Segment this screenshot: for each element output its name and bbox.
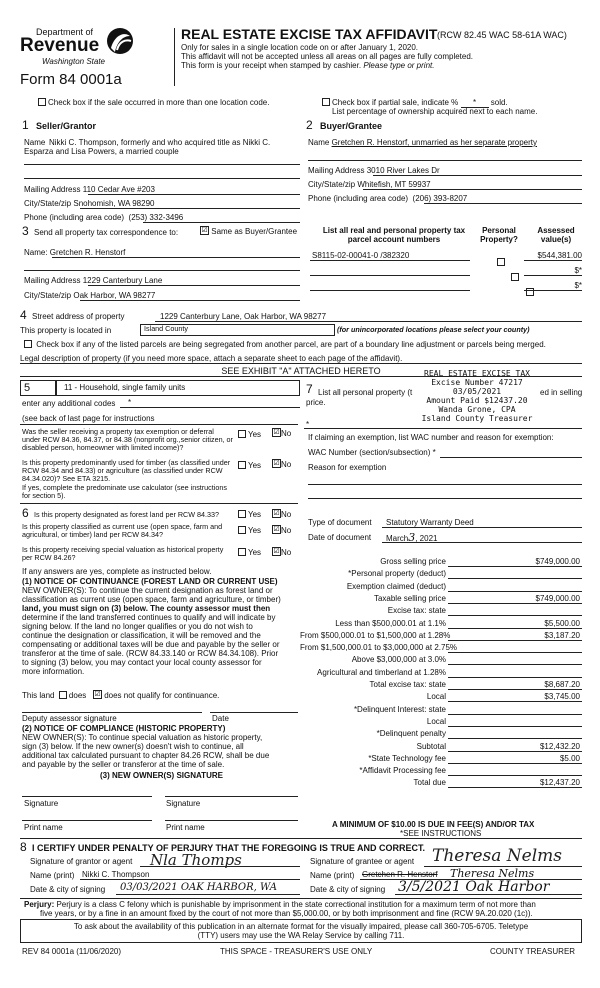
county-select[interactable]: Island County [140,324,335,336]
section8-num: 8 [20,840,27,854]
street-label: Street address of property [32,312,125,321]
doc-date-value[interactable]: March3, 2021 [386,531,438,544]
notice1-title: (1) NOTICE OF CONTINUANCE (FOREST LAND OR CURRENT USE) [22,577,278,586]
corr-city[interactable]: City/State/zip Oak Harbor, WA 98277 [24,291,156,300]
accessibility-line2: (TTY) users may use the WA Relay Service by calling 711. [197,931,405,940]
same-as-buyer[interactable]: ☑ Same as Buyer/Grantee [201,227,298,236]
exemption-label: If claiming an exemption, list WAC number and reason for exemption: [308,433,554,442]
grantor-signature-label: Signature of grantor or agent [30,857,133,866]
q-current-use-no[interactable]: ☑No [273,526,292,535]
tax-row-label: Gross selling price [380,557,446,566]
q-timber-note: If yes, complete the predominate use calculator (see instructions for section 5). [22,483,227,500]
partial-sale-checkbox[interactable] [322,98,330,106]
county-treasurer-label: COUNTY TREASURER [490,947,576,956]
dept-line2: Revenue [20,35,100,56]
land-does-not-checkbox[interactable]: ☑ [94,691,101,699]
grantor-date-label: Date & city of signing [30,885,106,894]
correspondence-label: Send all property tax correspondence to: [34,228,179,237]
seller-name-value2[interactable]: Esparza and Lisa Powers, a married couple [24,147,179,156]
doc-type-label: Type of document [308,518,372,527]
seller-city[interactable]: City/State/zip Snohomish, WA 98290 [24,199,155,208]
tax-row-label: Taxable selling price [373,594,446,603]
if-any-yes: If any answers are yes, complete as instructed below. [22,567,212,576]
minimum-fee-note: A MINIMUM OF $10.00 IS DUE IN FEE(S) AND/OR TAX [332,820,535,829]
personal-property-value[interactable]: * [306,420,310,429]
buyer-heading: Buyer/Grantee [320,121,383,131]
form-number: Form 84 0001a [20,71,122,88]
q-forest-no[interactable]: ☑No [273,510,292,519]
q-exemption-yes[interactable]: Yes [238,430,261,439]
doc-type-value[interactable]: Statutory Warranty Deed [386,518,474,527]
tax-row-value[interactable]: $749,000.00 [535,594,580,603]
parcel-col2-head: Personal Property? [480,226,518,244]
seller-name-value1[interactable]: Nikki C. Thompson, formerly and who acquired title as Nikki C. [49,138,271,147]
perjury-line2: five years, or by a fine in an amount fixed by the court of not more than $5,000.00, or by both imprisonment and fine (RCW 9A.20.020 (1c)). [40,909,533,918]
parcel-col1-head: List all real and personal property tax parcel account numbers [322,226,466,244]
tax-row-label: Total due [413,778,446,787]
unincorporated-note: (for unincorporated locations please select your county) [337,325,530,334]
personal-property-line2: price. [306,398,326,407]
form-title: REAL ESTATE EXCISE TAX AFFIDAVIT [181,26,438,42]
grantor-name-value[interactable]: Nikki C. Thompson [82,870,150,879]
grantee-name-label: Name (print) [310,871,355,880]
new-owner-signature-1[interactable]: Signature [24,799,59,808]
notice1-body: NEW OWNER(S): To continue the current designation as forest land or classification as current use (open space, farm and agriculture, or timber) land, you must sign on (3) below. The county assessor must then determine if the land transferred continues to qualify and will indicate by signing below. If the land no longer qualifies or you do not wish to continue the designation or classification, it will be removed and the compensating or additional taxes will be due and payable by the seller or transferor at the time of sale. (RCW 84.33.140 or RCW 84.34.108). Prior to signing (3) below, you may contact your local county assessor for more information. [22,586,281,676]
legal-label: Legal description of property (if you need more space, attach a separate sheet to each page of the affidavit). [20,354,403,363]
notice2-body: NEW OWNER(S): To continue special valuation as historic property, sign (3) below. If the new owner(s) doesn't wish to continue, all additional tax calculated pursuant to chapter 84.26 RCW, shall be due and payable by the seller or transferor at the time of sale. [22,733,270,769]
parcel-col3-head: Assessed value(s) [537,226,575,244]
tax-row-label: *Delinquent Interest: state [353,705,446,714]
partial-pct-field[interactable]: * [461,98,489,108]
tax-row-label: *Affidavit Processing fee [359,766,446,775]
deputy-assessor-signature[interactable]: Deputy assessor signature [22,714,117,723]
buyer-city[interactable]: City/State/zip Whitefish, MT 59937 [308,180,431,189]
tax-row-value[interactable]: $5.00 [559,754,580,763]
tax-row-label: Excise tax: state [387,606,446,615]
section3-num: 3 [22,224,29,238]
certify-statement: I CERTIFY UNDER PENALTY OF PERJURY THAT THE FOREGOING IS TRUE AND CORRECT. [32,843,426,853]
treasurer-space-label: THIS SPACE - TREASURER'S USE ONLY [220,947,373,956]
grantee-date-label: Date & city of signing [310,885,386,894]
exemption-reason-label: Reason for exemption [308,463,387,472]
seller-heading: Seller/Grantor [36,121,97,131]
form-title-ref: (RCW 82.45 WAC 58-61A WAC) [437,30,567,40]
q-timber-no[interactable]: ☑No [273,460,292,469]
grantee-signature-label: Signature of grantee or agent [310,857,415,866]
q-exemption-no[interactable]: ☑No [273,429,292,438]
tax-row-label: Total excise tax: state [369,680,446,689]
see-instructions-note: *SEE INSTRUCTIONS [400,829,482,838]
corr-address[interactable]: Mailing Address 1229 Canterbury Lane [24,276,163,285]
tax-row-value[interactable]: $12,432.20 [539,742,580,751]
additional-codes-label: enter any additional codes [22,399,116,408]
tax-row-value[interactable]: $3,745.00 [544,692,580,701]
section2-num: 2 [306,118,313,132]
q-exemption: Was the seller receiving a property tax exemption or deferral under RCW 84.36, 84.37, or 84.38 (nonprofit org.,senior citizen, or disabled person, homeowner with limited income)? [22,427,233,452]
tax-row-label: Local [426,717,446,726]
grantor-date-value[interactable]: 03/03/2021 OAK HARBOR, WA [120,882,277,893]
parcel-row2-value[interactable]: $* [574,266,582,275]
section7-num: 7 [306,382,313,396]
tax-row-label: Exemption claimed (deduct) [346,582,446,591]
dor-swirl-icon [105,24,135,60]
personal-property-line1b: ed in selling [540,388,583,397]
grantee-name-struck: Gretchen R. Henstorf [362,870,438,879]
tax-row-label: *Delinquent penalty [376,729,446,738]
tax-row-label: Subtotal [416,742,446,751]
buyer-address[interactable]: Mailing Address 3010 River Lakes Dr [308,166,440,175]
tax-row-value[interactable]: $8,687.20 [544,680,580,689]
doc-date-label: Date of document [308,533,372,542]
accessibility-line1: To ask about the availability of this publication in an alternate format for the visually impaired, please call 360-705-6705. Teletype [73,922,529,931]
q-historic-yes[interactable]: Yes [238,548,261,557]
tax-row-label: Above $3,000,000 at 3.0% [351,655,446,664]
street-value[interactable]: 1229 Canterbury Lane, Oak Harbor, WA 98277 [160,312,327,321]
treasurer-stamp: REAL ESTATE EXCISE TAX Excise Number 47217 03/05/2021 Amount Paid $12437.20 Wanda Grone, CPA Island County Treasurer [421,369,533,423]
land-does-checkbox[interactable] [59,691,67,699]
notice2-title: (2) NOTICE OF COMPLIANCE (HISTORIC PROPERTY) [22,724,226,733]
tax-row-label: *Personal property (deduct) [348,569,446,578]
deputy-date[interactable]: Date [212,714,229,723]
segregated-check[interactable]: Check box if any of the listed parcels are being segregated from another parcel, are part of a boundary line adjustment or parcels being merged. [24,340,546,349]
tax-row-value[interactable]: $749,000.00 [535,557,580,566]
tax-row-value[interactable]: $5,500.00 [544,619,580,628]
see-back-note: (see back of last page for instructions [22,414,155,423]
perjury-line1: Perjury: Perjury is a class C felony which is punishable by imprisonment in the state correctional institution for a maximum term of not more than [24,900,536,909]
personal-property-line1: List all personal property (t [318,388,413,397]
new-owner-signature-2[interactable]: Signature [166,799,201,808]
this-land-row: This land does ☑ does not qualify for continuance. [22,691,220,700]
legal-description[interactable]: SEE EXHIBIT "A" ATTACHED HERETO [221,366,381,376]
revision-number: REV 84 0001a (11/06/2020) [22,947,122,956]
new-owner-print-2[interactable]: Print name [166,823,205,832]
parcel-row1-personal-checkbox[interactable] [497,258,505,266]
multi-location-checkbox[interactable] [38,98,46,106]
header-sub3: This form is your receipt when stamped by cashier. Please type or print. [181,61,435,70]
use-code-select[interactable]: 11 - Household, single family units [55,380,300,396]
q-forest: Is this property designated as forest land per RCW 84.33? [34,510,219,519]
buyer-phone[interactable]: Phone (including area code) (206) 393-8207 [308,194,468,203]
tax-row-label: Less than $500,000.01 at 1.1% [335,619,446,628]
q-historic: Is this property receiving special valuation as historical property per RCW 84.26? [22,545,224,562]
same-as-buyer-checkbox[interactable]: ☑ [201,227,208,235]
seller-address[interactable]: Mailing Address 110 Cedar Ave #203 [24,185,155,194]
grantor-name-label: Name (print) [30,871,75,880]
dept-line1: Department of [36,27,94,37]
section6-num: 6 [22,506,29,520]
tax-row-label: Agricultural and timberland at 1.28% [317,668,446,677]
q-timber: Is this property predominantly used for timber (as classified under RCW 84.34 and 84.33) or agriculture (as classified under RCW 84.34.020)? See ETA 3215. [22,458,231,483]
wac-number-field[interactable]: WAC Number (section/subsection) * [308,448,436,457]
located-label: This property is located in [20,326,112,335]
additional-codes-field[interactable]: * [128,398,132,407]
q-current-use-yes[interactable]: Yes [238,526,261,535]
section4-num: 4 [20,308,27,322]
tax-row-value[interactable]: $12,437.20 [539,778,580,787]
segregated-checkbox[interactable] [24,340,32,348]
header-sub1: Only for sales in a single location code on or after January 1, 2020. [181,43,419,52]
buyer-name[interactable]: Name Gretchen R. Henstorf, unmarried as her separate property [308,138,538,147]
parcel-row2-personal-checkbox[interactable] [511,273,519,281]
corr-name[interactable]: Name: Gretchen R. Henstorf [24,248,126,257]
grantee-signature[interactable]: Theresa Nelms [432,846,563,866]
q-current-use: Is this property classified as current use (open space, farm and agricultural, or timber) land per RCW 84.34? [22,522,223,539]
parcel-row1-number[interactable]: S8115-02-00041-0 /382320 [312,251,410,260]
section5-num: 5 [20,380,57,396]
seller-phone[interactable]: Phone (including area code) (253) 332-3496 [24,213,184,222]
tax-row-label: From $500,000.01 to $1,500,000 at 1.28% [300,631,451,640]
ownership-note: List percentage of ownership acquired next to each name. [332,107,538,116]
grantee-name-value[interactable]: Theresa Nelms [450,867,535,880]
seller-name-label: Name [24,138,46,147]
dept-line3: Washington State [42,57,106,66]
new-owner-print-1[interactable]: Print name [24,823,63,832]
grantor-signature[interactable]: Nla Thomps [150,851,242,869]
parcel-row3-value[interactable]: $* [574,281,582,290]
tax-row-label: From $1,500,000.01 to $3,000,000 at 2.75% [300,643,458,652]
grantee-date-value[interactable]: 3/5/2021 Oak Harbor [398,879,550,895]
q-historic-no[interactable]: ☑No [273,548,292,557]
parcel-row1-value[interactable]: $544,381.00 [537,251,582,260]
notice3-title: (3) NEW OWNER(S) SIGNATURE [100,771,223,780]
tax-row-value[interactable]: $3,187.20 [544,631,580,640]
tax-row-label: Local [426,692,446,701]
tax-row-label: *State Technology fee [368,754,446,763]
partial-sale-check[interactable]: Check box if partial sale, indicate % * sold. [322,98,508,108]
q-timber-yes[interactable]: Yes [238,461,261,470]
section1-num: 1 [22,118,29,132]
multi-location-check[interactable]: Check box if the sale occurred in more than one location code. [38,98,269,107]
q-forest-yes[interactable]: Yes [238,510,261,519]
header-sub2: This affidavit will not be accepted unless all areas on all pages are fully completed. [181,52,474,61]
